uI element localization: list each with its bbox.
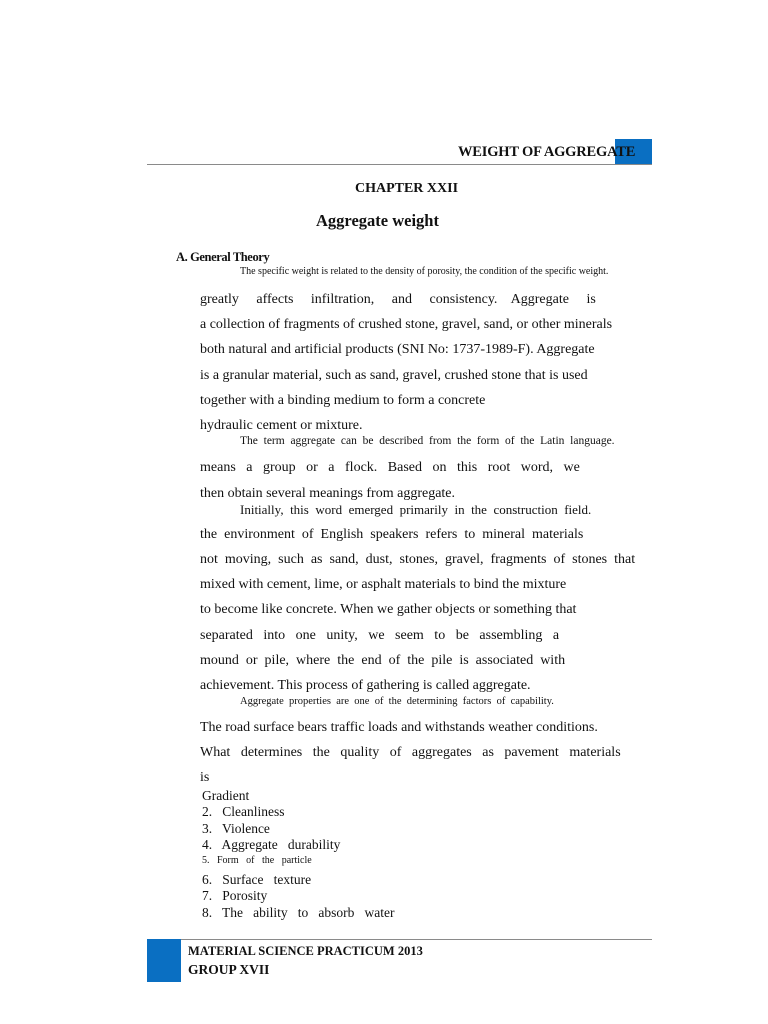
list-item: 4. Aggregate durability [202, 837, 341, 852]
body-line: achievement. This process of gathering is called aggregate. [200, 678, 531, 693]
list-item: 3. Violence [202, 821, 270, 836]
footer-course: MATERIAL SCIENCE PRACTICUM 2013 [188, 944, 423, 958]
body-line: mixed with cement, lime, or asphalt materials to bind the mixture [200, 577, 567, 592]
paragraph-3-lead: Initially, this word emerged primarily in the construction field. [240, 502, 592, 517]
body-line: What determines the quality of aggregates as pavement materials [200, 745, 621, 760]
body-line: is a granular material, such as sand, gravel, crushed stone that is used [200, 368, 588, 383]
list-item: 2. Cleanliness [202, 804, 285, 819]
chapter-heading: CHAPTER XXII [354, 181, 459, 196]
paragraph-4-lead: Aggregate properties are one of the determining factors of capability. [240, 696, 554, 707]
body-line: a collection of fragments of crushed stone, gravel, sand, or other minerals [200, 317, 613, 332]
paragraph-2-lead: The term aggregate can be described from the form of the Latin language. [240, 435, 615, 447]
list-item: 5. Form of the particle [202, 855, 312, 866]
body-line: the environment of English speakers refers to mineral materials [200, 527, 584, 542]
page-title: Aggregate weight [316, 211, 439, 230]
body-line: separated into one unity, we seem to be assembling a [200, 628, 560, 643]
body-line: together with a binding medium to form a concrete [200, 393, 486, 408]
body-line: mound or pile, where the end of the pile is associated with [200, 653, 566, 668]
list-item: 8. The ability to absorb water [202, 905, 395, 920]
list-item: 6. Surface texture [202, 872, 312, 887]
paragraph-1-lead: The specific weight is related to the density of porosity, the condition of the specific weight. [240, 266, 609, 277]
body-line: hydraulic cement or mixture. [200, 418, 363, 433]
body-line: to become like concrete. When we gather objects or something that [200, 602, 577, 617]
list-item: Gradient [202, 788, 250, 803]
body-line: both natural and artificial products (SNI No: 1737-1989-F). Aggregate [200, 342, 595, 357]
section-heading: A. General Theory [176, 250, 270, 264]
body-line: The road surface bears traffic loads and withstands weather conditions. [200, 720, 598, 735]
footer-group: GROUP XVII [188, 962, 270, 977]
body-line: then obtain several meanings from aggregate. [200, 486, 456, 501]
body-line: not moving, such as sand, dust, stones, gravel, fragments of stones that [200, 552, 636, 567]
list-item: 7. Porosity [202, 888, 268, 903]
header-rule [147, 164, 652, 165]
footer-accent-block [147, 939, 181, 982]
running-header-title: WEIGHT OF AGGREGATE [458, 144, 636, 160]
body-line: is [200, 770, 210, 785]
footer-rule [181, 939, 652, 940]
body-line: means a group or a flock. Based on this root word, we [200, 460, 580, 475]
body-line: greatly affects infiltration, and consistency. Aggregate is [200, 292, 596, 307]
